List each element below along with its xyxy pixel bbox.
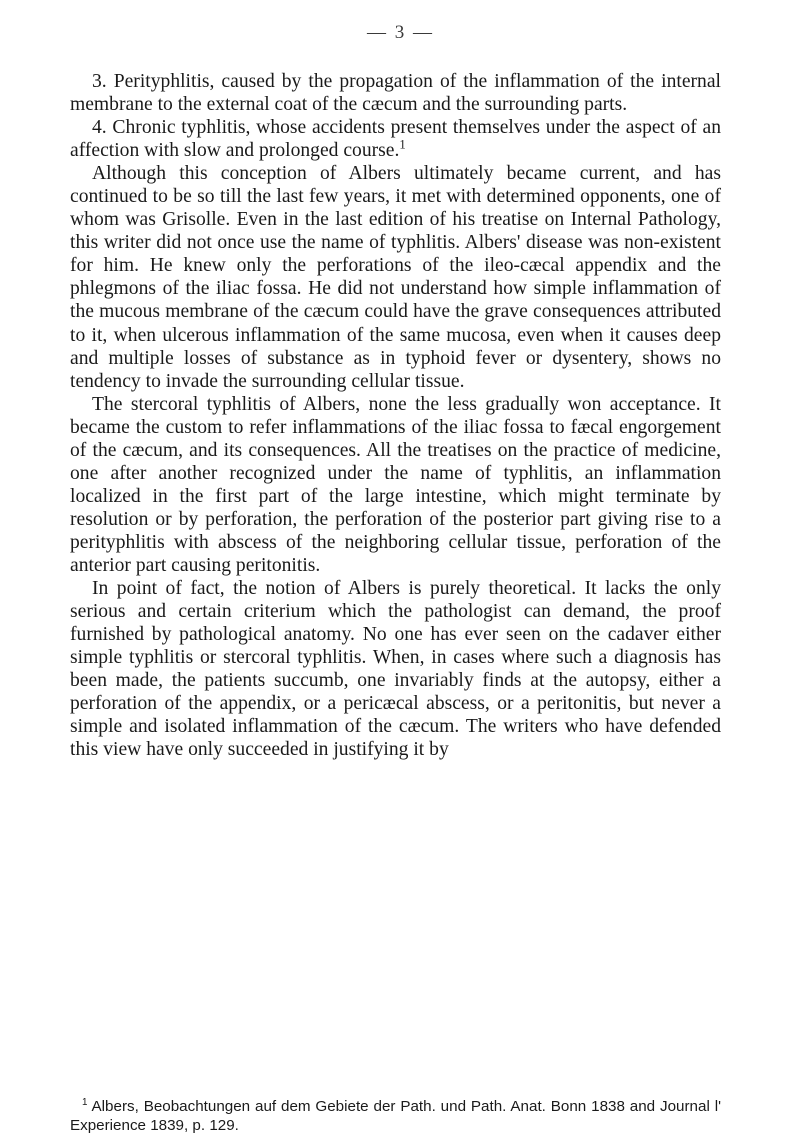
footnote-reference: 1 bbox=[399, 137, 406, 152]
paragraph-theoretical-notion bbox=[70, 577, 721, 761]
paragraph-text: 4. Chronic typhlitis, whose accidents present themselves under the aspect of an affection with slow and prolonged course. bbox=[70, 117, 721, 162]
footnote-item bbox=[70, 1097, 721, 1135]
paragraph-text: Although this conception of Albers ultimately became current, and has continued to be so till the last few years, it met with determined opponents, one of whom was Grisolle. Even in the last edition of his treatise on Internal Pathology, this writer did not once use the name of typhlitis. Albers' disease was non-existent for him. He knew only the perforations of the ileo-cæcal appendix and the phlegmons of the iliac fossa. He did not understand how simple inflammation of the mucous membrane of the cæcum could have the grave consequences attributed to it, when ulcerous inflammation of the same mucosa, even when it causes deep and multiple losses of substance as in typhoid fever or dysentery, shows no tendency to invade the surrounding cellular tissue. bbox=[70, 163, 721, 392]
paragraph-albers-conception bbox=[70, 162, 721, 392]
footnote-text: Albers, Beobachtungen auf dem Gebiete der Path. und Path. Anat. Bonn 1838 and Journal l' Experience 1839, p. 129. bbox=[70, 1098, 721, 1134]
paragraph-item-3 bbox=[70, 70, 721, 116]
paragraph-text: In point of fact, the notion of Albers is purely theoretical. It lacks the only serious and certain criterium which the pathologist can demand, the proof furnished by pathological anatomy. No one has ever seen on the cadaver either simple typhlitis or stercoral typhlitis. When, in cases where such a diagnosis has been made, the patients succumb, one invariably finds at the autopsy, either a perforation of the appendix, or a pericæcal abscess, or a peritonitis, but never a simple and isolated inflammation of the cæcum. The writers who have defended this view have only succeeded in justifying it by bbox=[70, 578, 721, 761]
footnotes bbox=[70, 1097, 721, 1135]
paragraph-item-4 bbox=[70, 116, 721, 162]
page-number: — 3 — bbox=[367, 22, 434, 43]
main-text bbox=[70, 70, 721, 761]
paragraph-stercoral-typhlitis bbox=[70, 393, 721, 577]
footnote-marker: 1 bbox=[82, 1096, 88, 1108]
paragraph-text: 3. Perityphlitis, caused by the propagation of the inflammation of the internal membrane to the external coat of the cæcum and the surrounding parts. bbox=[70, 71, 721, 116]
paragraph-text: The stercoral typhlitis of Albers, none the less gradually won acceptance. It became the custom to refer inflammations of the iliac fossa to fæcal engorgement of the cæcum, and its consequences. All the treatises on the practice of medicine, one after another recognized under the name of typhlitis, an inflammation localized in the first part of the large intestine, which might terminate by resolution or by perforation, the perforation of the posterior part giving rise to a perityphlitis with abscess of the neighboring cellular tissue, perforation of the anterior part causing peritonitis. bbox=[70, 393, 721, 576]
